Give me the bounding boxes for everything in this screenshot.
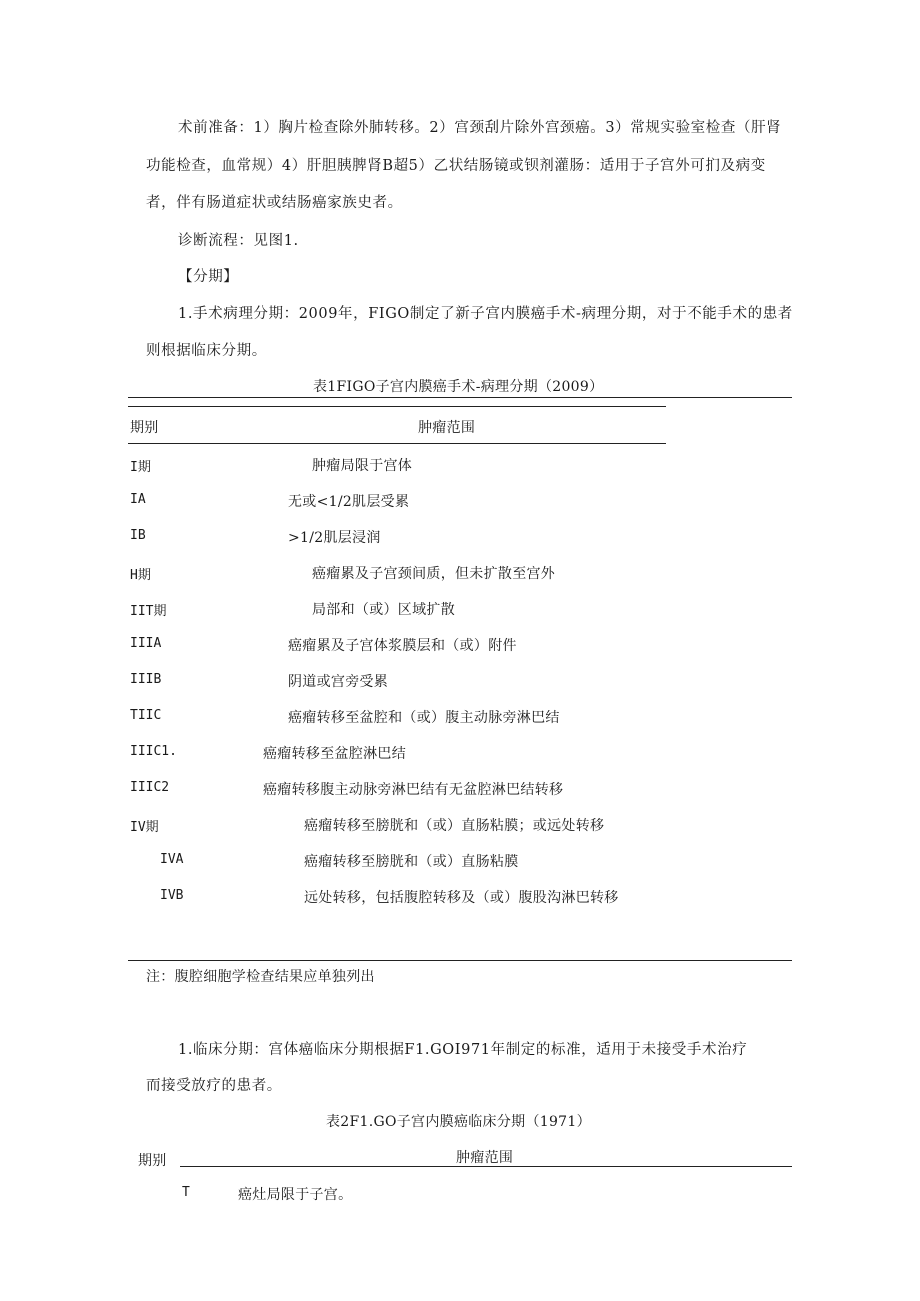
intro-line-2: 功能检查，血常规）4）肝胆胰脾肾B超5）乙状结肠镜或钡剂灌肠：适用于子宫外可扪及病变 <box>146 158 766 174</box>
scope-cell: 癌瘤转移腹主动脉旁淋巴结有无盆腔淋巴结转移 <box>263 782 564 798</box>
stage-cell: IA <box>130 492 146 507</box>
stage-cell: T <box>182 1185 190 1200</box>
scope-cell: 癌瘤转移至膀胱和（或）直肠粘膜 <box>304 854 519 870</box>
table1-caption: 表1FIGO子宫内膜癌手术-病理分期（2009） <box>313 379 604 395</box>
clinical-line-2: 而接受放疗的患者。 <box>146 1078 282 1094</box>
stage-cell: H期 <box>130 568 151 583</box>
stage-cell: IIT期 <box>130 604 167 619</box>
table1-header-scope: 肿瘤范围 <box>418 420 476 436</box>
table1-note: 注：腹腔细胞学检查结果应单独列出 <box>146 969 375 985</box>
stage-cell: I期 <box>130 460 151 475</box>
table2-header-scope: 肿瘤范围 <box>456 1150 514 1166</box>
table1-header-stage: 期别 <box>130 420 159 436</box>
stage-cell: IVB <box>160 888 184 903</box>
stage-cell: IB <box>130 528 146 543</box>
stage-cell: IIIA <box>130 636 162 651</box>
staging-heading: 【分期】 <box>178 269 239 285</box>
stage-cell: TIIC <box>130 708 162 723</box>
table1-top-rule <box>128 397 792 398</box>
stage-cell: IIIC2 <box>130 780 170 795</box>
table2-caption: 表2F1.GO子宫内膜癌临床分期（1971） <box>326 1114 591 1130</box>
scope-cell: 癌瘤转移至盆腔淋巴结 <box>263 746 406 762</box>
scope-cell: 远处转移，包括腹腔转移及（或）腹股沟淋巴转移 <box>304 890 619 906</box>
table1-bottom-rule <box>128 960 792 961</box>
clinical-line-1: 1.临床分期：宫体癌临床分期根据F1.GOI971年制定的标准，适用于未接受手术治疗 <box>178 1042 748 1058</box>
stage-cell: IIIB <box>130 672 162 687</box>
scope-cell: 癌灶局限于子宫。 <box>238 1187 353 1203</box>
scope-cell: 癌瘤转移至盆腔和（或）腹主动脉旁淋巴结 <box>288 710 560 726</box>
table2-header-rule <box>180 1166 792 1167</box>
stage-cell: IV期 <box>130 820 159 835</box>
scope-cell: 局部和（或）区域扩散 <box>312 602 455 618</box>
diagnosis-line: 诊断流程：见图1. <box>178 233 299 249</box>
scope-cell: 肿瘤局限于宫体 <box>312 458 413 474</box>
table2-header-stage: 期别 <box>138 1153 167 1169</box>
surgical-line-1: 1.手术病理分期：2009年，FIGO制定了新子宫内膜癌手术-病理分期，对于不能手术的患者 <box>178 306 793 322</box>
scope-cell: 阴道或宫旁受累 <box>288 674 389 690</box>
stage-cell: IVA <box>160 852 184 867</box>
surgical-line-2: 则根据临床分期。 <box>146 343 267 359</box>
intro-line-1: 术前准备：1）胸片检查除外肺转移。2）宫颈刮片除外宫颈癌。3）常规实验室检查（肝肾 <box>178 120 782 136</box>
table1-header-bottom-rule <box>128 443 666 444</box>
scope-cell: 癌瘤累及子宫体浆膜层和（或）附件 <box>288 638 517 654</box>
scope-cell: 无或<1/2肌层受累 <box>288 494 410 510</box>
intro-line-3: 者，伴有肠道症状或结肠癌家族史者。 <box>146 195 403 211</box>
table1-header-top-rule <box>128 406 666 407</box>
scope-cell: 癌瘤累及子宫颈间质，但未扩散至宫外 <box>312 566 556 582</box>
scope-cell: 癌瘤转移至膀胱和（或）直肠粘膜；或远处转移 <box>304 818 605 834</box>
stage-cell: IIIC1. <box>130 744 177 759</box>
scope-cell: >1/2肌层浸润 <box>288 530 381 546</box>
